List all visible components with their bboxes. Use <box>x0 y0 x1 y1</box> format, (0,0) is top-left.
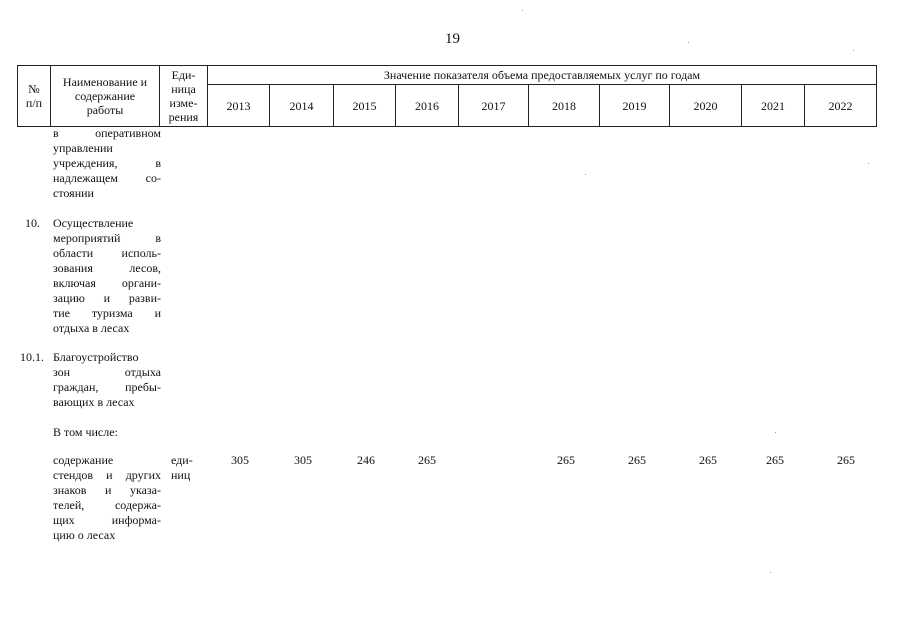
row-number: 10. <box>25 216 40 230</box>
row-name <box>53 453 161 543</box>
row-value: 265 <box>837 453 855 467</box>
scan-speck <box>522 10 523 11</box>
scan-speck <box>770 572 771 573</box>
row-name-line: содержание <box>53 453 114 467</box>
row-name-line: граждан, пребы- <box>53 380 161 394</box>
row-name-line: вающих в лесах <box>53 395 135 409</box>
header-year: 2014 <box>270 85 334 127</box>
row-name-line: мероприятий в <box>53 231 161 245</box>
row-name-line: учреждения, в <box>53 156 161 170</box>
header-year: 2015 <box>334 85 396 127</box>
header-unit-line: изме- <box>169 96 198 110</box>
header-name-line: содержание <box>74 89 136 103</box>
header-year: 2013 <box>208 85 270 127</box>
header-year: 2017 <box>459 85 529 127</box>
header-year: 2020 <box>670 85 742 127</box>
header-year: 2019 <box>600 85 670 127</box>
row-name-line: цию о лесах <box>53 528 116 542</box>
row-number: 10.1. <box>20 350 44 364</box>
header-name-cell <box>51 66 160 127</box>
row-name-line: надлежащем со- <box>53 171 161 185</box>
row-name-line: зон отдыха <box>53 365 161 379</box>
header-year: 2021 <box>742 85 805 127</box>
scan-speck <box>585 174 586 175</box>
row-name-line: стоянии <box>53 186 94 200</box>
row-name-line: Осуществление <box>53 216 134 230</box>
row-value: 305 <box>231 453 249 467</box>
row-value: 265 <box>766 453 784 467</box>
row-name-line: в оперативном <box>53 126 161 140</box>
header-unit-line: рения <box>168 110 199 124</box>
row-name <box>53 216 161 336</box>
row-unit <box>171 453 211 483</box>
scan-speck <box>775 432 776 433</box>
row-unit-line: ниц <box>171 468 191 482</box>
page-number: 19 <box>445 31 460 47</box>
row-name-line: знаков и указа- <box>53 483 161 497</box>
row-name-line: В том числе: <box>53 425 118 439</box>
row-name-line: управлении <box>53 141 113 155</box>
row-name-line: щих информа- <box>53 513 161 527</box>
header-group-title: Значение показателя объема предоставляемых услуг по годам <box>208 66 877 85</box>
row-value: 265 <box>418 453 436 467</box>
row-name-line: области исполь- <box>53 246 161 260</box>
header-name-line: работы <box>86 103 124 117</box>
header-year: 2016 <box>396 85 459 127</box>
row-name-line: зования лесов, <box>53 261 161 275</box>
row-name-line: зацию и разви- <box>53 291 161 305</box>
header-unit-cell <box>160 66 208 127</box>
row-name <box>53 126 161 201</box>
header-year: 2022 <box>805 85 877 127</box>
row-name <box>53 425 161 440</box>
row-name-line: тие туризма и <box>53 306 161 320</box>
row-name-line: включая органи- <box>53 276 161 290</box>
row-name-line: отдыха в лесах <box>53 321 130 335</box>
table-header <box>17 65 877 127</box>
row-name-line: телей, содержа- <box>53 498 161 512</box>
row-value: 265 <box>557 453 575 467</box>
scan-speck <box>853 50 854 51</box>
row-name-line: Благоустройство <box>53 350 139 364</box>
row-value: 265 <box>628 453 646 467</box>
header-name-line: Наименование и <box>62 75 148 89</box>
row-value: 265 <box>699 453 717 467</box>
scan-speck <box>868 163 869 164</box>
row-unit-line: еди- <box>171 453 193 467</box>
row-value: 305 <box>294 453 312 467</box>
header-num-cell <box>18 66 51 127</box>
row-name-line: стендов и других <box>53 468 161 482</box>
header-num-line: № <box>28 82 40 96</box>
header-year: 2018 <box>529 85 600 127</box>
header-num-line: п/п <box>25 96 43 110</box>
header-unit-line: ница <box>171 82 196 96</box>
header-unit-line: Еди- <box>171 68 196 82</box>
row-name <box>53 350 161 410</box>
scan-speck <box>688 42 689 43</box>
row-value: 246 <box>357 453 375 467</box>
